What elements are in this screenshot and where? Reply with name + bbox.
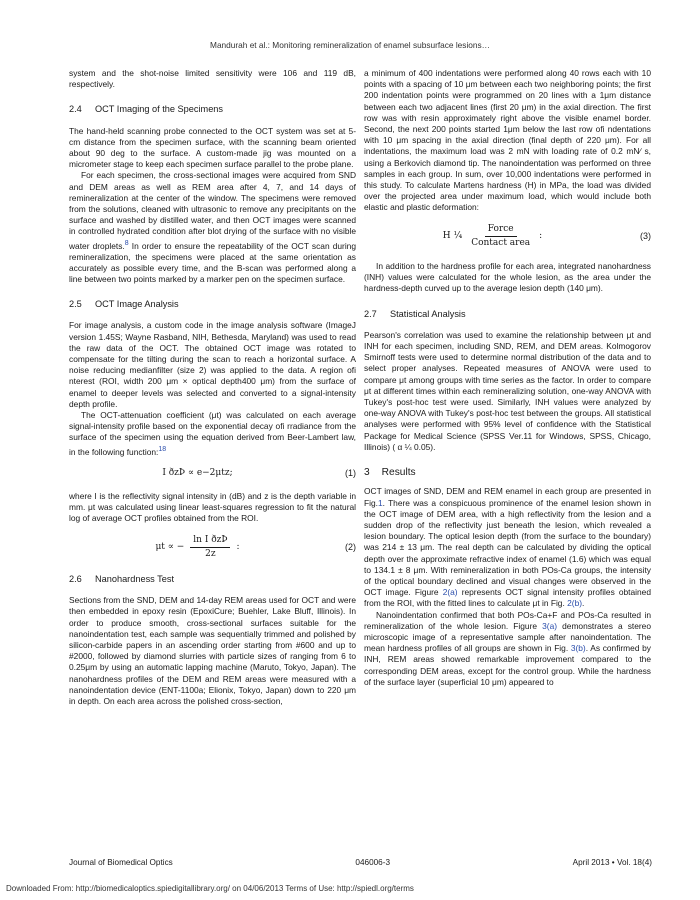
equation-number: (1)	[345, 467, 356, 478]
section-heading-2-7	[364, 309, 651, 320]
paragraph: Sections from the SND, DEM and 14-day REM areas used for OCT and were then embedded in epoxy resin (EpoxiCure; Buehler, Lake Bluff, Illinois). In order to produce smooth, cross-sectional surfaces suitable for the nanoindentation test, each sample was sequentially trimmed and polished by silicon-carbide papers in an ascending order starting from #600 and up to #2000, followed by diamond slurries with particle sizes of ranging from 6 to 0.25μm by using an automatic lapping machine (Maruto, Tokyo, Japan). The nanohardness profiles of the DEM and REM areas were measured with a nanoindentation device (ENT-1100a; Elionix, Tokyo, Japan) down to 220 μm in depth. On each area across the polished cross-section,	[69, 595, 356, 706]
figure-link[interactable]: 1	[377, 497, 383, 508]
figure-link[interactable]: 3(a)	[542, 620, 558, 631]
paragraph: The OCT-attenuation coefficient (μt) was calculated on each average signal-intensity profile based on the exponential decay ofi rradiance from the surface of the specimen using the equation derived from Beer-Lambert law, in the following function:$^{18}$	[69, 410, 356, 457]
fraction-numerator: Force	[485, 224, 517, 237]
section-number: 3	[364, 467, 370, 479]
section-number: 2.4	[69, 104, 82, 115]
fraction-denominator: Contact area	[471, 237, 531, 248]
equation-number: (2)	[345, 541, 356, 552]
reference-link[interactable]: 8	[124, 239, 129, 247]
section-number: 2.5	[69, 299, 82, 310]
equation-lhs: μt ∝ −	[155, 541, 185, 552]
figure-link[interactable]: 2(a)	[442, 587, 458, 598]
page-footer	[69, 858, 652, 867]
article-number: 046006-3	[355, 858, 391, 867]
reference-link[interactable]: 18	[158, 445, 167, 453]
right-column	[364, 68, 651, 688]
paragraph: For each specimen, the cross-sectional images were acquired from SND and DEM areas as well as REM area after 4, 7, and 14 days of remineralization at the center of the window. The specimens were removed from the solutions, cleaned with ultrasonic to remove any precipitants on the surface and washed by distilled water, and then OCT images were scanned in controlled hydrated condition after blot drying of the surface with no visible water droplets.$^8$ In order to ensure the repeatability of the OCT scan during remineralization, the specimens were placed at the same orientation as accurately as possible every time, and the B-scan was performed along a line between two points marked by a marker pen on the specimen surface.	[69, 170, 356, 285]
download-notice: Downloaded From: http://biomedicaloptics.spiedigitallibrary.org/ on 04/06/2013 Terms of Use: http://spiedl.org/terms	[6, 884, 414, 893]
journal-name: Journal of Biomedical Optics	[69, 858, 173, 867]
paragraph: a minimum of 400 indentations were performed along 40 rows each with 10 points with a spacing of 10 μm between each two neighboring points; the first 200 indentation points were programmed on 20 lines with a 1μm distance between each two adjacent lines (first 20 μm) in the axial direction. The first row was with resin approximately right above the visible enamel border. Second, the next 200 points started 1μm below the last row ofi ndentations with 10 μm spacing in the axial direction (final depth of 220 μm). For all indentations, the maximum load was 2 mN with loading rate of 0.2 mN∕ s, using a Berkovich diamond tip. The nanoindentation was performed on three samples in each group. In sum, over 10,000 indentations were performed in this study. To calculate Martens hardness (H) in MPa, the load was divided over the projected area under maximum load, which would include both elastic and plastic deformation:	[364, 68, 651, 213]
section-title: Results	[381, 467, 416, 479]
equation-1	[69, 468, 356, 479]
section-title: Statistical Analysis	[390, 308, 466, 319]
running-head: Mandurah et al.: Monitoring remineralization of enamel subsurface lesions…	[210, 40, 490, 50]
section-heading-2-5	[69, 299, 356, 310]
equation-lhs: H ¼	[442, 230, 463, 241]
paragraph: The hand-held scanning probe connected to the OCT system was set at 5-cm distance from the specimen surface, with the scanning beam oriented about 90 deg to the surface. A custom-made jig was mounted on a micrometer stage to keep each specimen surface parallel to the probe plane.	[69, 125, 356, 170]
equation-number: (3)	[640, 230, 651, 241]
paragraph: OCT images of SND, DEM and REM enamel in each group are presented in Fig.1. There was a conspicuous prominence of the enamel lesion shown in the OCT image of DEM area, with a high reflectivity from the lesion and a sudden drop of the reflectivity just beneath the lesion, which revealed a lesion boundary. The optical lesion depth (from the surface to the boundary) was 214 ± 13 μm. The real depth can be calculated by dividing the optical depth over the approximate refractive index of enamel (1.6) which was equal to 134.1 ± 8 μm. With remineralization in both POs-Ca groups, the intensity of the optical boundary declined and visual changes were observed in the OCT image. Figure 2(a) represents OCT signal intensity profiles obtained from the ROI, with the fitted lines to calculate μt in Fig. 2(b).	[364, 486, 651, 609]
section-title: OCT Imaging of the Specimens	[95, 104, 224, 115]
equation-body: I ðzÞ ∝ e−2μtz;	[162, 467, 233, 478]
issue-info: April 2013 • Vol. 18(4)	[572, 858, 652, 867]
paragraph: Nanoindentation confirmed that both POs-Ca+F and POs-Ca resulted in remineralization of the whole lesion. Figure 3(a) demonstrates a stereo microscopic image of a representative sample after nanoindentation. The mean hardness profiles of all groups are shown in Fig. 3(b). As confirmed by INH, REM areas showed remarkable improvement compared to the corresponding DEM areas, except for the control group. While the hardness of the surface layer (superficial 10 μm) appeared to	[364, 609, 651, 687]
figure-link[interactable]: 3(b)	[570, 643, 586, 654]
section-heading-2-4	[69, 104, 356, 115]
paragraph: In addition to the hardness profile for each area, integrated nanohardness (INH) values were calculated for the whole lesion, as the area under the hardness-depth curved up to the average lesion depth (140 μm).	[364, 261, 651, 294]
section-number: 2.7	[364, 308, 377, 319]
equation-3: H ¼ $\frac{\text{Force}}{\text{Contact area}}$ : (3)	[442, 223, 651, 248]
equation-fraction	[468, 224, 533, 249]
fraction-numerator: ln I ðzÞ	[190, 535, 230, 548]
section-title: OCT Image Analysis	[95, 299, 179, 310]
left-column	[69, 68, 356, 707]
paragraph: For image analysis, a custom code in the image analysis software (ImageJ version 1.45S; Wayne Rasband, NIH, Bethesda, Maryland) was used to read the raw data of the OCT. The obtained OCT image was rotated to compensate for the tilting during the scan to reach a horizontal surface. A noise reducing medianfilter (size 2) was applied to the data. A region ofi nterest (ROI, width 200 μm × optical depth400 μm) from the surface of enamel to deeper levels was selected and converted to a signal-intensity depth profile.	[69, 320, 356, 409]
fraction-denominator: 2z	[205, 548, 216, 559]
section-title: Nanohardness Test	[95, 573, 174, 584]
figure-link[interactable]: 2(b)	[567, 598, 583, 609]
section-number: 2.6	[69, 573, 82, 584]
paragraph: where I is the reflectivity signal intensity in (dB) and z is the depth variable in mm. μt was calculated using linear least-squares regression to fit the natural log of average OCT profiles obtained from the ROI.	[69, 490, 356, 524]
section-heading-2-6	[69, 574, 356, 585]
section-heading-3	[364, 467, 651, 478]
equation-fraction	[190, 535, 230, 560]
paragraph: system and the shot-noise limited sensitivity were 106 and 119 dB, respectively.	[69, 68, 356, 90]
paragraph: Pearson's correlation was used to examine the relationship between μt and INH for each specimen, including SND, REM, and DEM areas. Kolmogorov Smirnoff tests were used to determine normal distribution of the data and to select proper analyses. Repeated measures of ANOVA were used to compare μt among groups with time series as the factor. In order to compare μt at different times within each remineralizing solution, one-way ANOVA with Tukey's post-hoc test were used. Similarly, INH values were analyzed by one-way ANOVA with Tukey's post-hoc test between the groups. All statistical analyses were performed with 95% level of confidence with the Statistical Package for Medical Science (SPSS Ver.11 for Windows, SPSS, Chicago, Illinois) ( α ¼ 0.05).	[364, 329, 651, 452]
equation-2: μt ∝ − $\frac{\text{ln I ðzÞ}}{2z}$ : (2)	[155, 534, 356, 559]
